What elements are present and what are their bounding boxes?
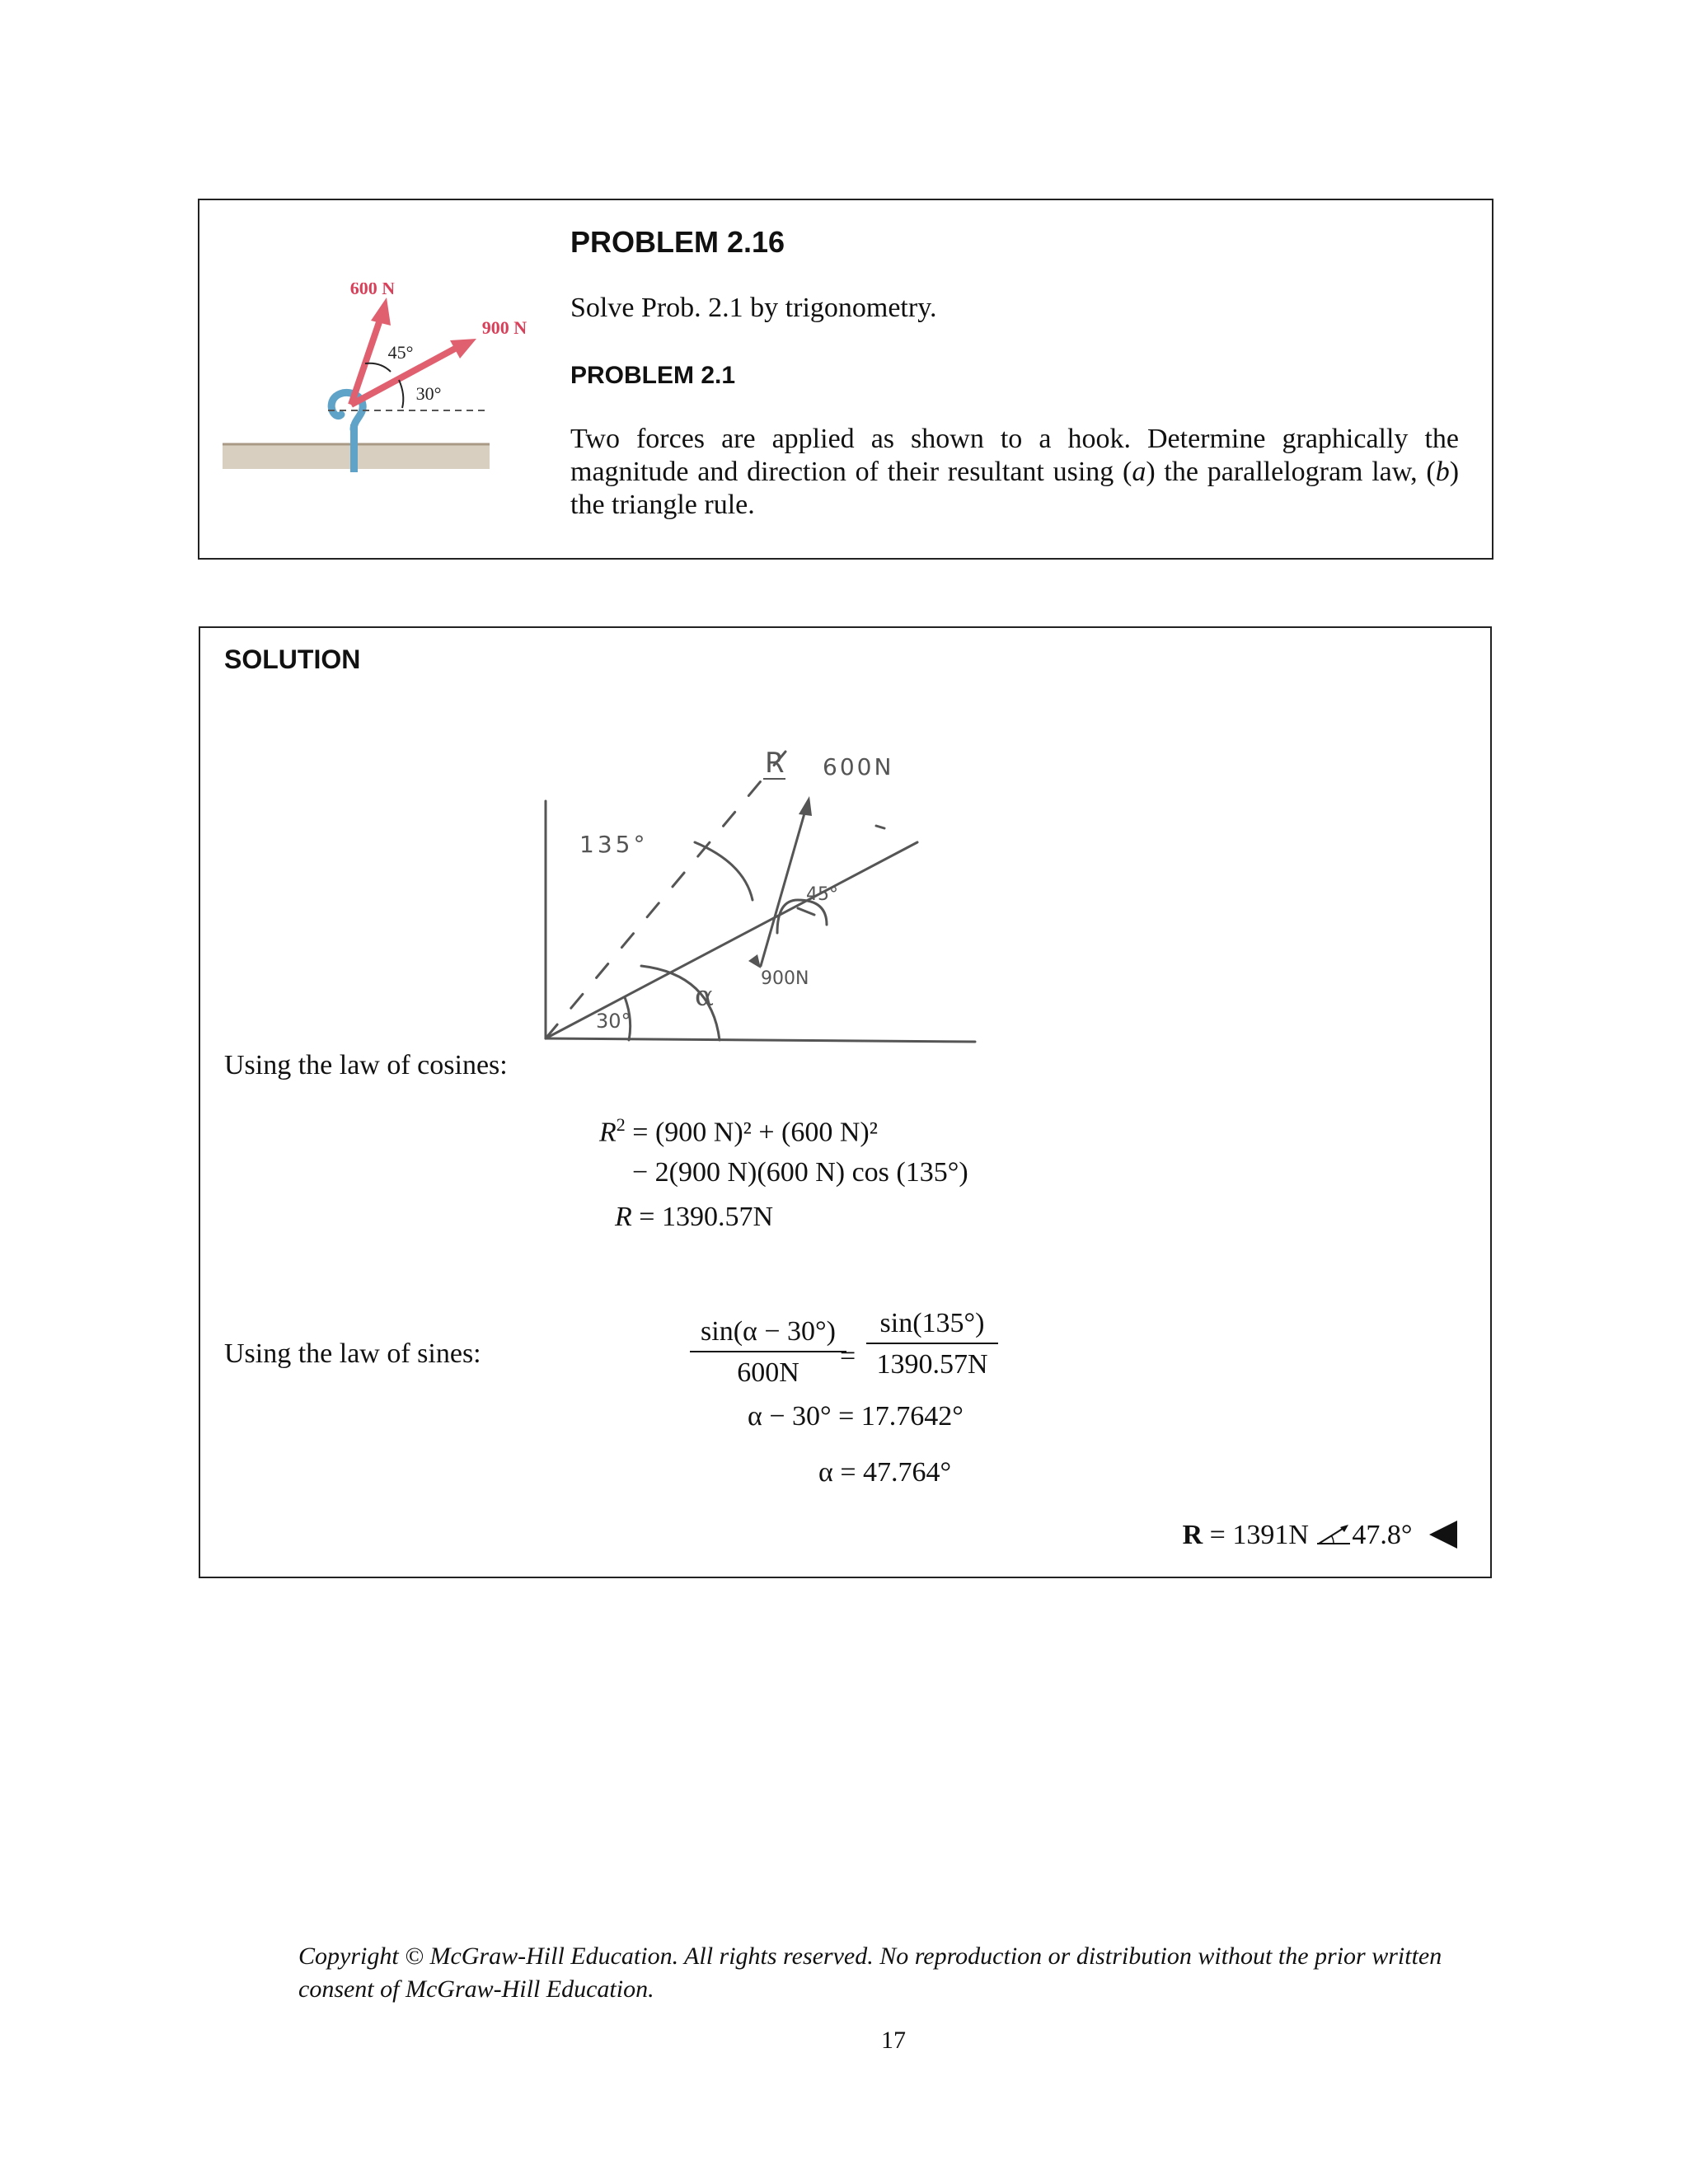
vector-900n-arrowhead (748, 954, 761, 968)
problem-title: PROBLEM 2.16 (570, 225, 785, 259)
cosines-line-3: R = 1390.57N (615, 1202, 774, 1232)
force-600-label: 600 N (349, 283, 396, 298)
answer-marker-icon (1429, 1521, 1457, 1549)
page-number: 17 (881, 2027, 906, 2054)
label-45: 45° (806, 884, 838, 905)
final-answer: R = 1391N 47.8° (1183, 1520, 1457, 1551)
force-600-arrowhead (371, 298, 391, 326)
angle-30-label: 30° (415, 383, 442, 404)
copyright-notice: Copyright © McGraw-Hill Education. All rights reserved. No reproduction or distribution without the prior written consent of McGraw-Hill Education. (298, 1943, 1442, 2003)
cosines-line-1: $R^2 = (900$ N)² + (600 N)² (599, 1114, 878, 1148)
angle-45-arc (777, 900, 827, 933)
reference-problem-title: PROBLEM 2.1 (570, 362, 736, 389)
angle-45-label: 45° (387, 342, 414, 363)
force-900-label: 900 N (481, 317, 528, 338)
solution-heading: SOLUTION (224, 644, 361, 674)
problem-box (198, 199, 1493, 560)
label-30: 30° (596, 1010, 631, 1033)
cosines-line-2: − 2(900 N)(600 N) cos (135°) (632, 1157, 968, 1188)
vector-600n-arrowhead (799, 796, 812, 816)
direction-angle-icon (1315, 1522, 1352, 1547)
angle-30-arc (399, 380, 403, 408)
force-triangle-sketch (513, 694, 1206, 1122)
reference-problem-text: Two forces are applied as shown to a hook. Determine graphically the magnitude and direction of their resultant using (a) the parallelogram law, (b) the triangle rule. (570, 424, 1460, 520)
problem-statement: Solve Prob. 2.1 by trigonometry. (570, 293, 937, 323)
vector-600n (761, 808, 806, 966)
label-900n: 900N (761, 968, 809, 989)
sines-fraction-right: $\frac{\sin(135^\circ)}{1390.57N}$ (866, 1308, 998, 1380)
hook-force-figure (216, 283, 529, 497)
sines-line-3: α = 47.764° (818, 1457, 952, 1488)
solution-box (199, 626, 1492, 1578)
vector-resultant (546, 752, 785, 1038)
law-of-sines-label: Using the law of sines: (224, 1338, 481, 1369)
label-600n: 600N (823, 753, 894, 780)
sines-equals: = (840, 1341, 856, 1371)
label-resultant: R (765, 747, 785, 780)
sines-fraction-left: $\frac{\sin(\alpha - 30^\circ)}{600N}$ (690, 1316, 846, 1389)
label-135: 135° (579, 831, 649, 858)
sines-line-2: α − 30° = 17.7642° (748, 1401, 964, 1432)
law-of-cosines-label: Using the law of cosines: (224, 1050, 508, 1080)
angle-45-arc (365, 363, 391, 372)
label-alpha: α (695, 980, 714, 1013)
